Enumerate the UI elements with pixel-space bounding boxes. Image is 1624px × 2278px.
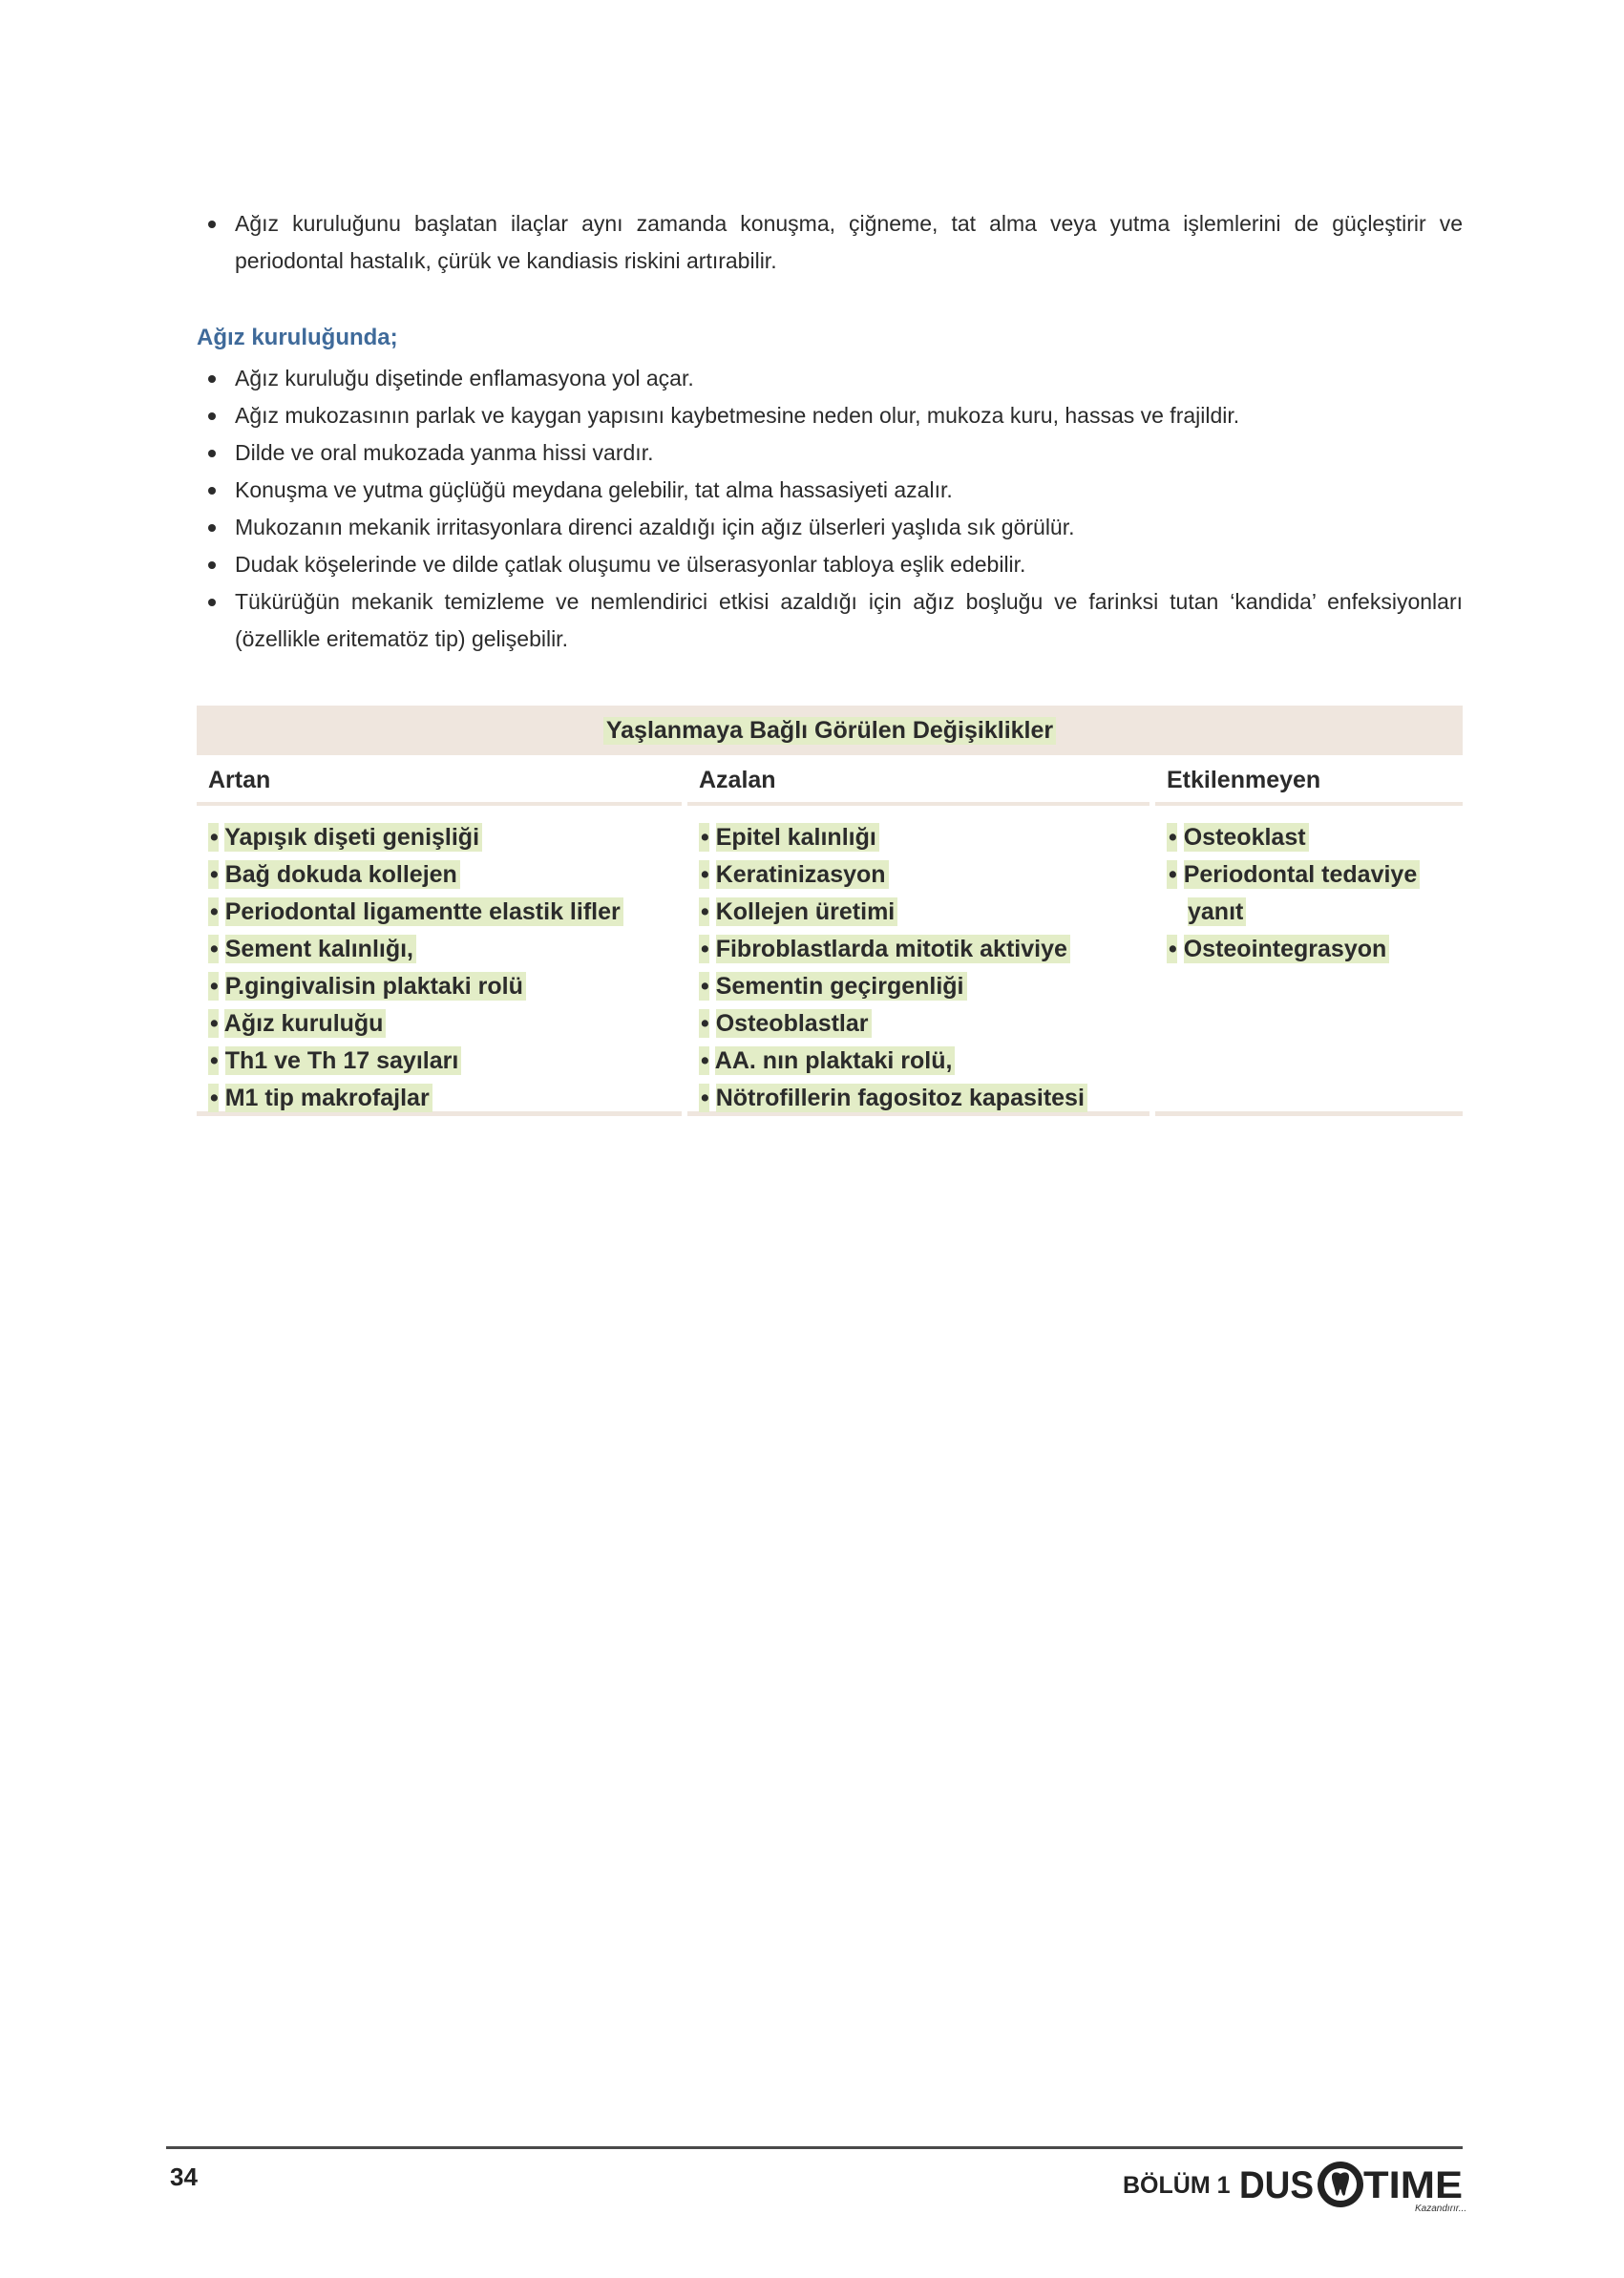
- list-item: • Th1 ve Th 17 sayıları: [208, 1043, 682, 1080]
- list-item: • Kollejen üretimi: [699, 894, 1149, 931]
- dustime-logo: [1237, 2156, 1466, 2213]
- dry-mouth-bullet: Ağız kuruluğu dişetinde enflamasyona yol açar.: [197, 360, 1463, 397]
- dry-mouth-bullet: Dudak köşelerinde ve dilde çatlak oluşumu ve ülserasyonlar tabloya eşlik edebilir.: [197, 546, 1463, 583]
- dry-mouth-bullet-list: [197, 360, 1463, 658]
- cell-azalan: [687, 810, 1149, 1116]
- etkilenmeyen-list: [1167, 819, 1463, 968]
- dry-mouth-bullet: Mukozanın mekanik irritasyonlara direnci azaldığı için ağız ülserleri yaşlıda sık görülür.: [197, 509, 1463, 546]
- list-item: • Osteointegrasyon: [1167, 931, 1463, 968]
- table-header-row: [197, 758, 1463, 806]
- page-number: 34: [170, 2162, 198, 2191]
- tooth-icon: [1318, 2162, 1363, 2207]
- logo-dus-text: DUS: [1239, 2164, 1314, 2206]
- header-artan: Artan: [197, 758, 682, 806]
- table-title-bar: [197, 706, 1463, 755]
- footer-divider: [166, 2146, 1463, 2149]
- header-etkilenmeyen: Etkilenmeyen: [1155, 758, 1463, 806]
- list-item-continuation: yanıt: [1167, 894, 1463, 931]
- list-item: • Osteoklast: [1167, 819, 1463, 856]
- intro-bullet-list: [197, 205, 1463, 280]
- artan-list: [208, 819, 682, 1117]
- list-item: • Osteoblastlar: [699, 1005, 1149, 1043]
- list-item: • Fibroblastlarda mitotik aktiviye: [699, 931, 1149, 968]
- aging-changes-table: [197, 706, 1463, 1116]
- table-body-row: [197, 810, 1463, 1116]
- logo-time-text: TIME: [1363, 2164, 1463, 2206]
- list-item: • Keratinizasyon: [699, 856, 1149, 894]
- list-item: • Yapışık dişeti genişliği: [208, 819, 682, 856]
- list-item: • Periodontal ligamentte elastik lifler: [208, 894, 682, 931]
- header-azalan: Azalan: [687, 758, 1149, 806]
- list-item: • Epitel kalınlığı: [699, 819, 1149, 856]
- list-item: • Sement kalınlığı,: [208, 931, 682, 968]
- section-heading: Ağız kuruluğunda;: [197, 325, 398, 350]
- list-item: • Nötrofillerin fagositoz kapasitesi: [699, 1080, 1149, 1117]
- logo-tagline: Kazandırır...: [1415, 2204, 1466, 2213]
- dry-mouth-bullet: Konuşma ve yutma güçlüğü meydana gelebilir, tat alma hassasiyeti azalır.: [197, 472, 1463, 509]
- dry-mouth-bullet: Ağız mukozasının parlak ve kaygan yapısını kaybetmesine neden olur, mukoza kuru, hassas ve frajildir.: [197, 397, 1463, 434]
- list-item: • Sementin geçirgenliği: [699, 968, 1149, 1005]
- intro-bullet: Ağız kuruluğunu başlatan ilaçlar aynı zamanda konuşma, çiğneme, tat alma veya yutma işlemlerini de güçleştirir ve periodontal hastalık, çürük ve kandiasis riskini artırabilir.: [197, 205, 1463, 280]
- dry-mouth-bullet: Dilde ve oral mukozada yanma hissi vardır.: [197, 434, 1463, 472]
- chapter-label: BÖLÜM 1: [1123, 2172, 1231, 2199]
- list-item: • P.gingivalisin plaktaki rolü: [208, 968, 682, 1005]
- list-item: • AA. nın plaktaki rolü,: [699, 1043, 1149, 1080]
- list-item: • Bağ dokuda kollejen: [208, 856, 682, 894]
- list-item: • Periodontal tedaviye: [1167, 856, 1463, 894]
- dry-mouth-bullet: Tükürüğün mekanik temizleme ve nemlendirici etkisi azaldığı için ağız boşluğu ve farinksi tutan ‘kandida’ enfeksiyonları (özellikle eritematöz tip) gelişebilir.: [197, 583, 1463, 658]
- list-item: • Ağız kuruluğu: [208, 1005, 682, 1043]
- azalan-list: [699, 819, 1149, 1117]
- list-item: • M1 tip makrofajlar: [208, 1080, 682, 1117]
- cell-etkilenmeyen: [1155, 810, 1463, 1116]
- cell-artan: [197, 810, 682, 1116]
- table-title: Yaşlanmaya Bağlı Görülen Değişiklikler: [603, 717, 1056, 745]
